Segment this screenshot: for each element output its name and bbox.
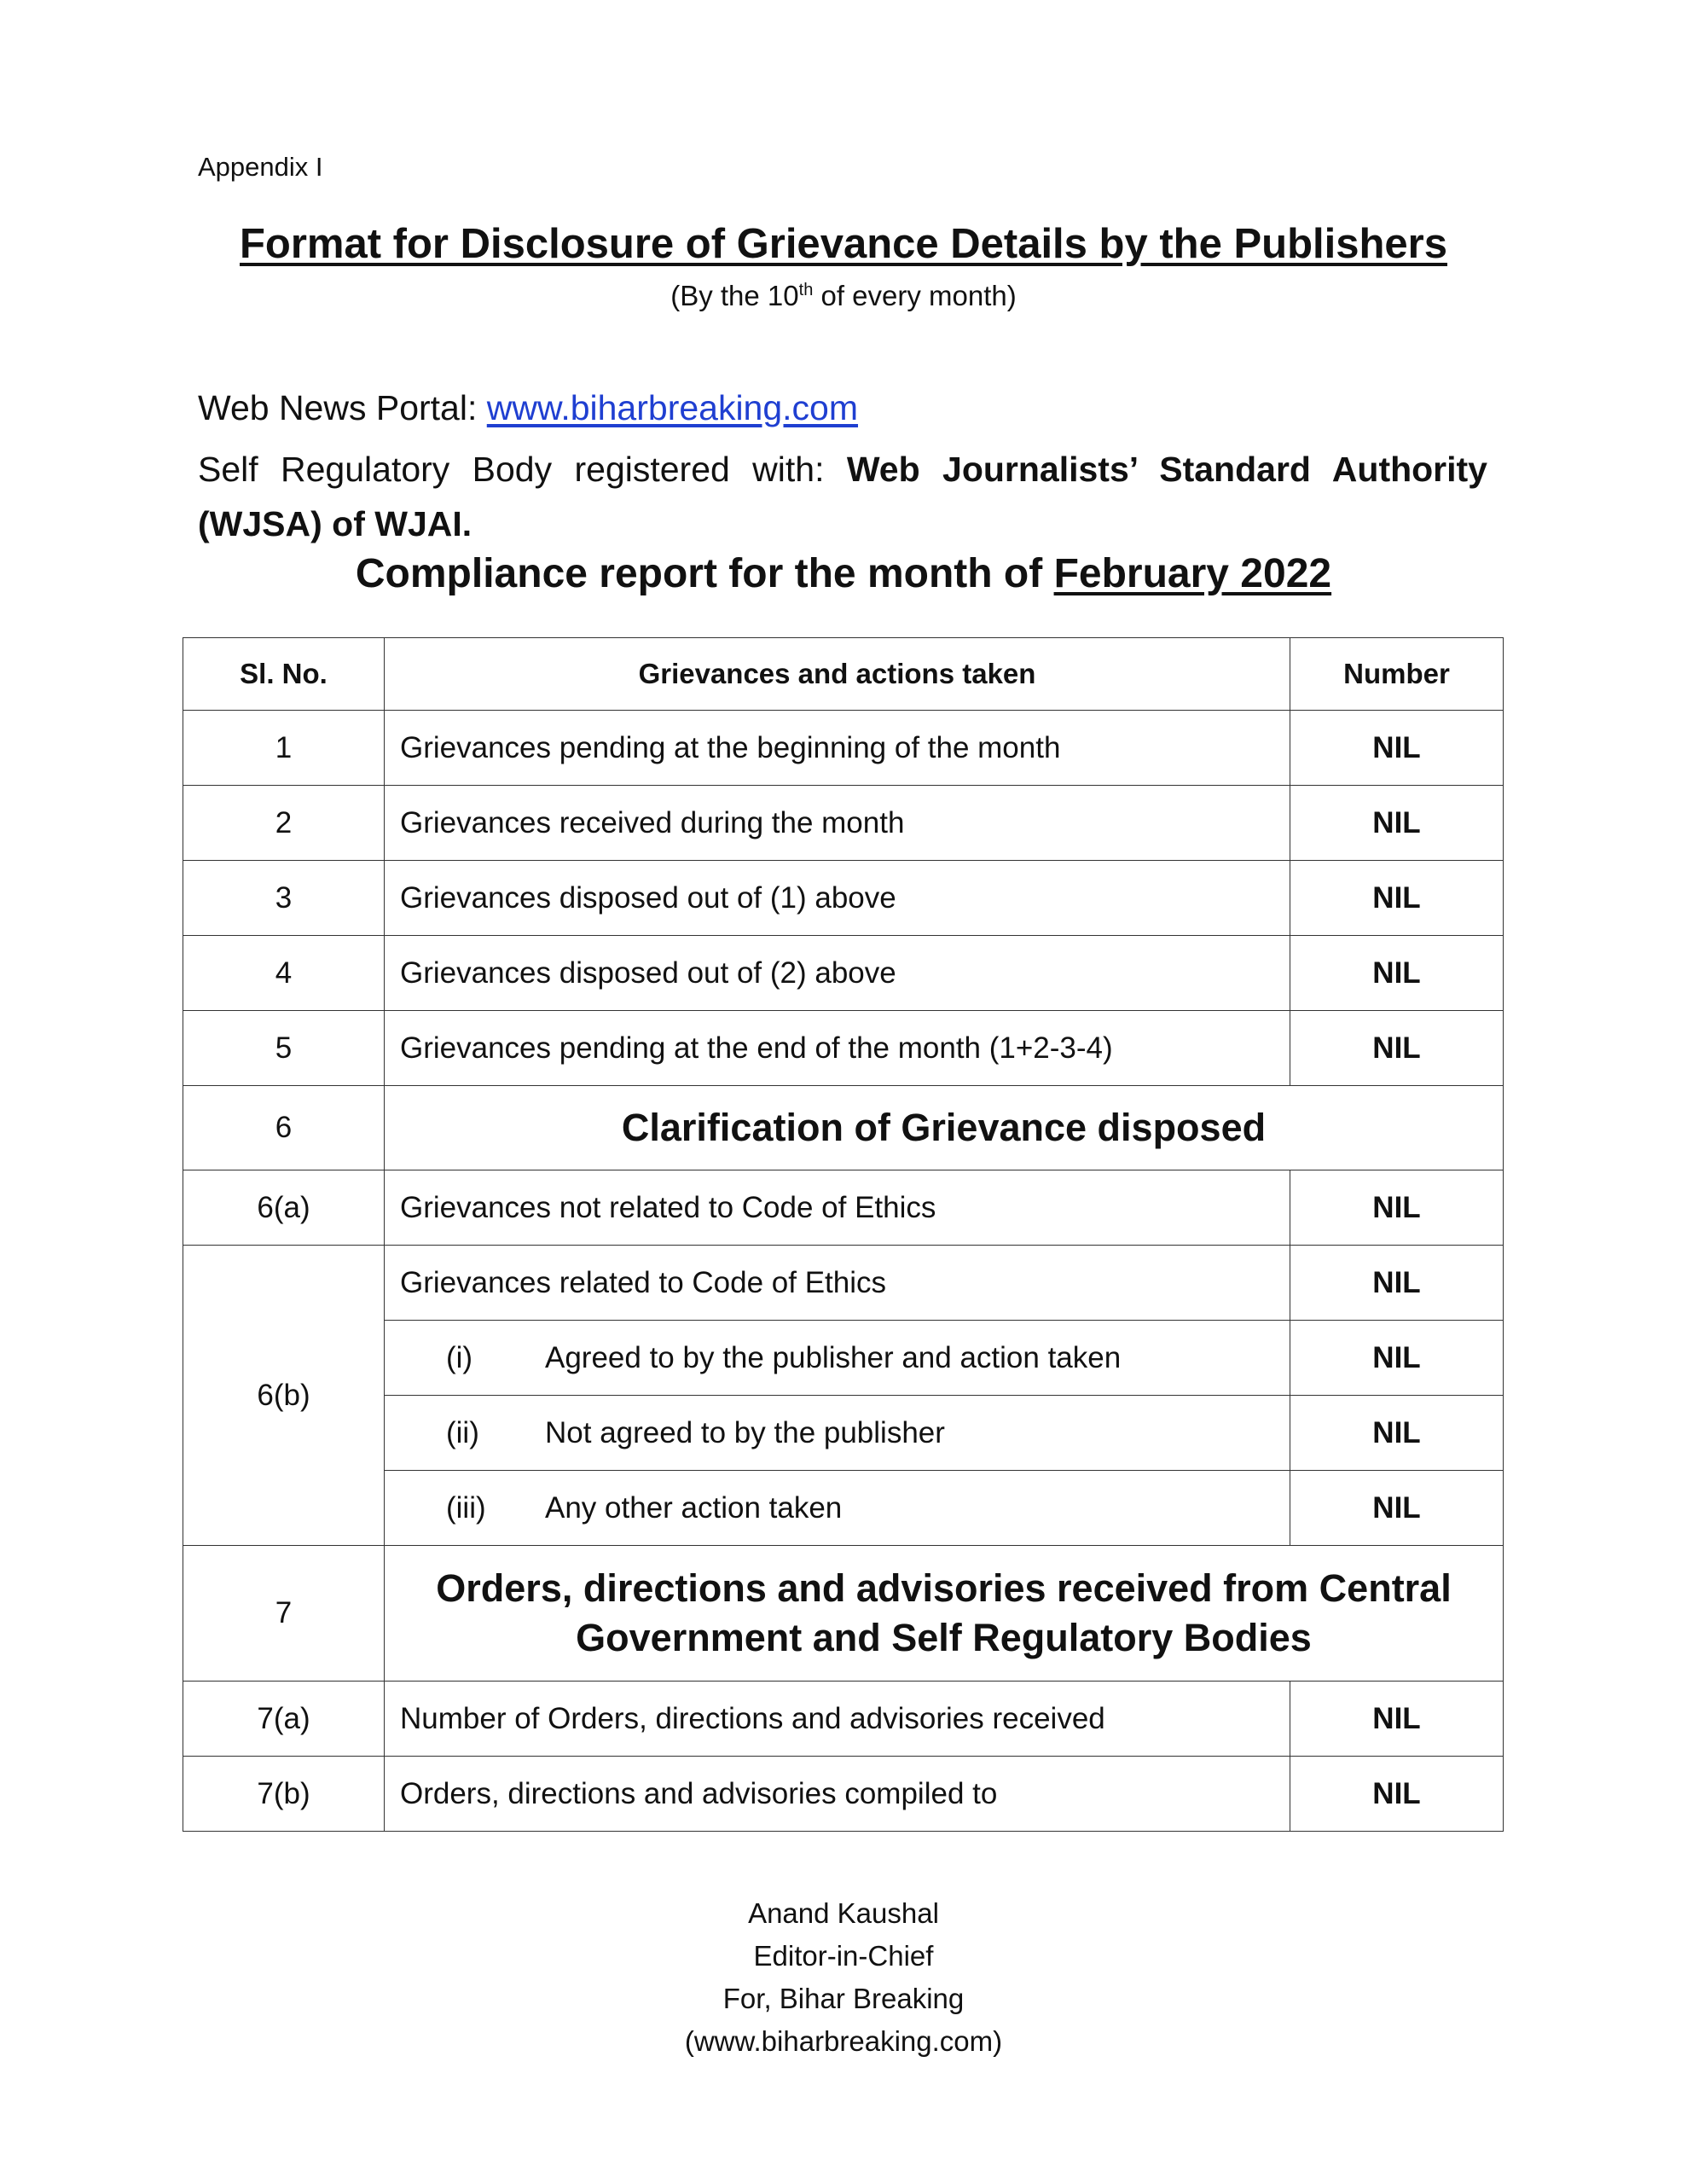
subtitle-prefix: (By the 10 <box>670 280 799 311</box>
srb-body-name: Web Journalists’ Standard Authority (WJSA) of WJAI. <box>198 450 1487 543</box>
compliance-prefix: Compliance report for the month of <box>355 551 1054 596</box>
row-number: NIL <box>1290 1682 1504 1757</box>
row-number: NIL <box>1290 1471 1504 1546</box>
row-number: NIL <box>1290 861 1504 936</box>
row-sl: 6(b) <box>183 1246 385 1546</box>
subtitle-suffix: of every month) <box>813 280 1017 311</box>
row-sl: 6(a) <box>183 1170 385 1246</box>
subrow-index: (i) <box>446 1340 473 1374</box>
row-desc: Grievances not related to Code of Ethics <box>385 1170 1290 1246</box>
row-number: NIL <box>1290 786 1504 861</box>
section-title-line-2: Government and Self Regulatory Bodies <box>576 1616 1312 1659</box>
subrow-desc <box>385 1321 1290 1396</box>
section-title <box>385 1546 1504 1682</box>
row-desc: Grievances pending at the end of the month (1+2-3-4) <box>385 1011 1290 1086</box>
table-row <box>183 1682 1504 1757</box>
subrow-text: Agreed to by the publisher and action taken <box>545 1340 1122 1374</box>
signatory-org: For, Bihar Breaking <box>722 1983 965 2014</box>
signature-block <box>0 1892 1687 2063</box>
signatory-site: (www.biharbreaking.com) <box>684 2025 1003 2057</box>
subrow-text: Any other action taken <box>545 1490 843 1525</box>
row-sl: 2 <box>183 786 385 861</box>
row-desc: Grievances related to Code of Ethics <box>385 1246 1290 1321</box>
row-number: NIL <box>1290 936 1504 1011</box>
row-sl: 3 <box>183 861 385 936</box>
compliance-month: February 2022 <box>1053 551 1332 596</box>
table-row <box>183 936 1504 1011</box>
portal-link[interactable]: www.biharbreaking.com <box>486 388 859 427</box>
row-sl: 6 <box>183 1086 385 1170</box>
section-title: Clarification of Grievance disposed <box>385 1086 1504 1170</box>
row-desc: Grievances disposed out of (1) above <box>385 861 1290 936</box>
header-grievances: Grievances and actions taken <box>385 638 1290 711</box>
grievance-table <box>183 637 1504 1832</box>
header-number: Number <box>1290 638 1504 711</box>
row-desc: Orders, directions and advisories compiled to <box>385 1757 1290 1832</box>
subrow-index: (ii) <box>446 1415 479 1449</box>
subtitle-superscript: th <box>798 281 814 299</box>
portal-label: Web News Portal: <box>198 388 487 427</box>
section-row-7 <box>183 1546 1504 1682</box>
table-row <box>183 786 1504 861</box>
table-header-row <box>183 638 1504 711</box>
signatory-role: Editor-in-Chief <box>753 1940 934 1972</box>
table-row <box>183 1246 1504 1321</box>
table-row <box>183 1757 1504 1832</box>
row-sl: 4 <box>183 936 385 1011</box>
row-sl: 7(b) <box>183 1757 385 1832</box>
row-number: NIL <box>1290 1011 1504 1086</box>
subrow-desc <box>385 1396 1290 1471</box>
row-sl: 7(a) <box>183 1682 385 1757</box>
row-number: NIL <box>1290 1757 1504 1832</box>
subrow-index: (iii) <box>446 1490 486 1525</box>
header-sl-no: Sl. No. <box>183 638 385 711</box>
row-desc: Grievances pending at the beginning of the month <box>385 711 1290 786</box>
compliance-heading <box>0 550 1687 597</box>
appendix-label: Appendix I <box>198 152 323 182</box>
srb-label: Self Regulatory Body registered with: <box>198 450 847 489</box>
self-regulatory-body <box>198 442 1487 551</box>
row-desc: Grievances received during the month <box>385 786 1290 861</box>
section-row-6 <box>183 1086 1504 1170</box>
subrow-desc <box>385 1471 1290 1546</box>
table-row <box>183 861 1504 936</box>
document-title: Format for Disclosure of Grievance Details by the Publishers <box>240 221 1447 267</box>
row-desc: Number of Orders, directions and advisories received <box>385 1682 1290 1757</box>
row-number: NIL <box>1290 1321 1504 1396</box>
row-number: NIL <box>1290 1170 1504 1246</box>
table-row <box>183 711 1504 786</box>
table-row <box>183 1011 1504 1086</box>
row-desc: Grievances disposed out of (2) above <box>385 936 1290 1011</box>
web-news-portal <box>198 388 858 428</box>
row-number: NIL <box>1290 1246 1504 1321</box>
row-sl: 1 <box>183 711 385 786</box>
document-subtitle <box>0 280 1687 312</box>
subrow-text: Not agreed to by the publisher <box>545 1415 945 1449</box>
row-sl: 7 <box>183 1546 385 1682</box>
table-row <box>183 1170 1504 1246</box>
row-number: NIL <box>1290 711 1504 786</box>
section-title-line-1: Orders, directions and advisories received from Central <box>436 1566 1452 1610</box>
row-sl: 5 <box>183 1011 385 1086</box>
signatory-name: Anand Kaushal <box>748 1897 939 1929</box>
row-number: NIL <box>1290 1396 1504 1471</box>
